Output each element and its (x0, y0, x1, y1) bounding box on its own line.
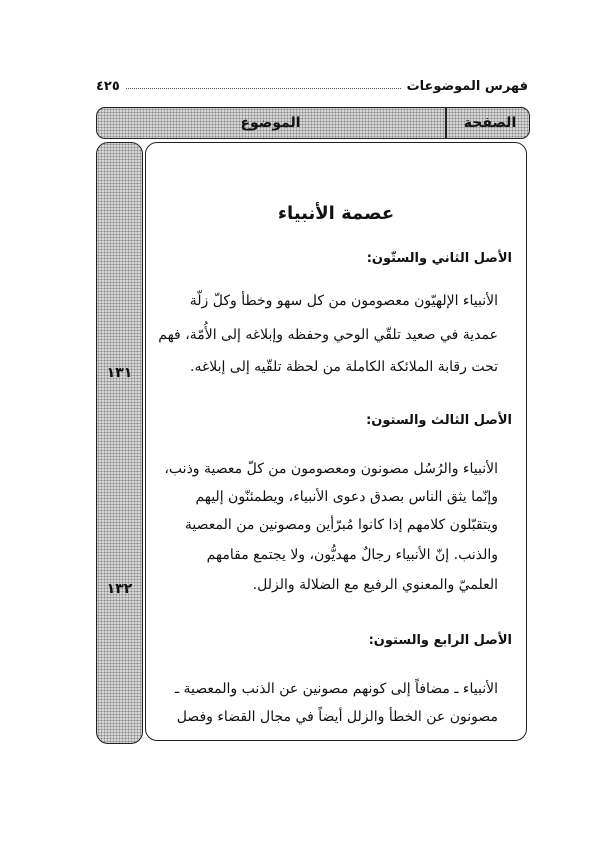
page-number: ١٣٢ (106, 581, 133, 597)
entry-heading: الأصل الثالث والستون: (366, 413, 512, 428)
entry-line: تحت رقابة الملائكة الكاملة من لحظة تلقّيه إلى إبلاغه. (190, 359, 498, 375)
entry-line: وإنّما يثق الناس بصدق دعوى الأنبياء، ويطمئنّون إليهم (195, 489, 498, 505)
entry-heading: الأصل الثاني والستّون: (366, 251, 512, 266)
entry-line: والذنب. إنّ الأنبياء رجالٌ مهديُّون، ولا يجتمع مقامهم (206, 547, 498, 563)
entry-line: مصونون عن الخطأ والزلل أيضاً في مجال القضاء وفصل (176, 709, 498, 725)
topic-column-header: الموضوع (240, 115, 301, 131)
page-column-header: الصفحة (463, 115, 517, 131)
section-title: عصمة الأنبياء (277, 203, 395, 224)
table-header (96, 107, 530, 139)
running-head-title: فهرس الموضوعات (406, 79, 528, 94)
topics-content (145, 142, 527, 741)
header-divider (445, 108, 447, 138)
entry-line: الأنبياء ـ مضافاً إلى كونهم مصونين عن الذنب والمعصية ـ (174, 681, 498, 697)
running-head-page-number: ٤٢٥ (96, 79, 120, 94)
entry-line: الأنبياء الإلهيّون معصومون من كل سهو وخطأ وكلّ زلّة (189, 293, 498, 309)
dotted-leader (126, 88, 401, 89)
entry-heading: الأصل الرابع والستون: (368, 633, 512, 648)
entry-line: العلميّ والمعنوي الرفيع مع الضلالة والزلل. (252, 577, 498, 593)
entry-line: عمدية في صعيد تلقّي الوحي وحفظه وإبلاغه إلى الأُمّة، فهم (158, 327, 498, 343)
entry-line: الأنبياء والرُسُل مصونون ومعصومون من كلّ معصية وذنب، (164, 461, 498, 477)
entry-line: ويتقبّلون كلامهم إذا كانوا مُبرّأين ومصونين من المعصية (184, 517, 498, 533)
running-head (96, 72, 528, 94)
page-number: ١٣١ (106, 365, 133, 381)
page-number-column (96, 142, 143, 744)
